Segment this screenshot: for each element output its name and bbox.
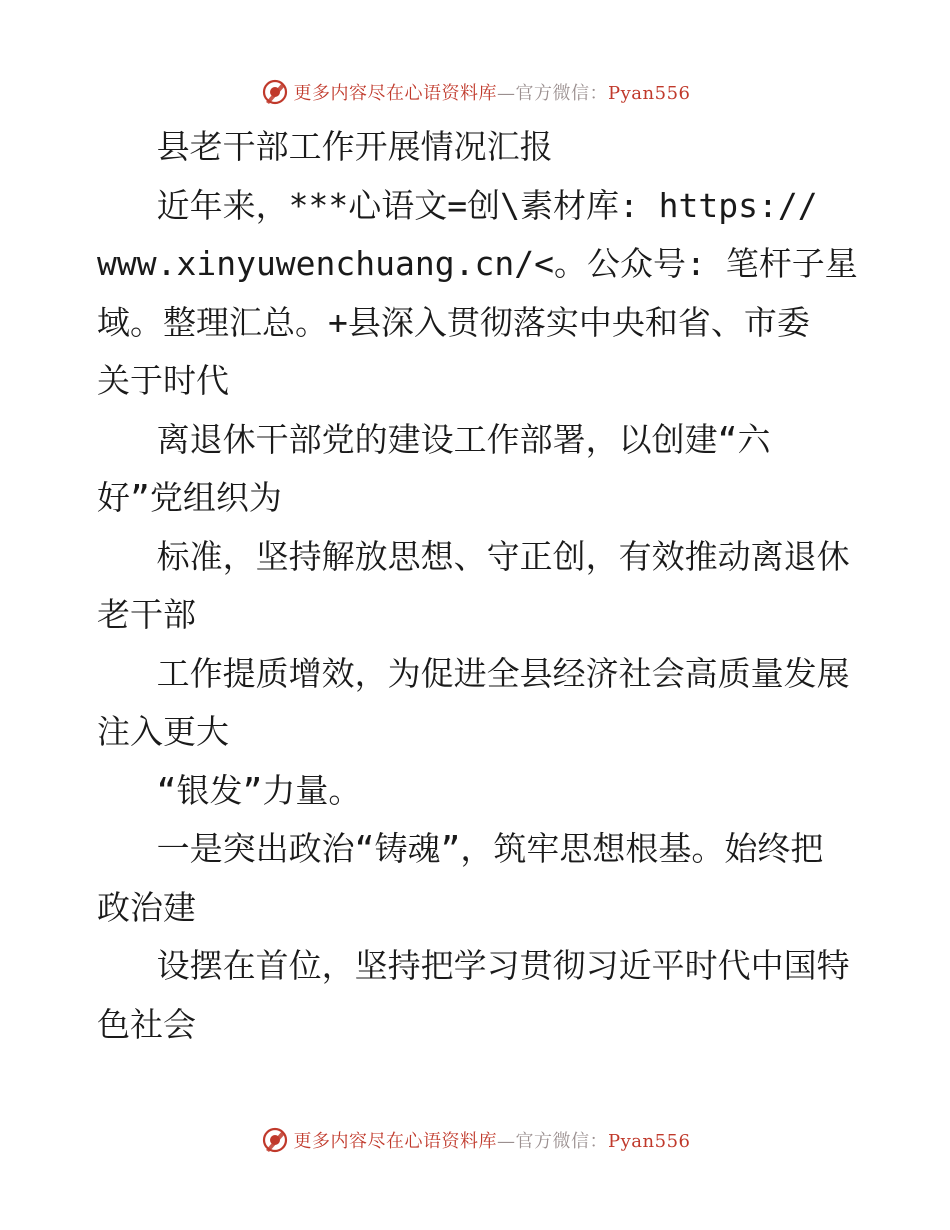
text-line: 域。整理汇总。+县深入贯彻落实中央和省、市委 xyxy=(97,302,810,342)
text-line: 政治建 xyxy=(97,887,196,927)
text-line: 离退休干部党的建设工作部署，以创建“六 xyxy=(97,419,771,459)
banner-dash: — xyxy=(497,83,516,104)
text-line: 设摆在首位，坚持把学习贯彻习近平时代中国特 xyxy=(97,946,850,985)
text-line: 色社会 xyxy=(97,1004,196,1044)
text-line: 关于时代 xyxy=(97,361,229,400)
pen-logo-icon xyxy=(260,77,290,107)
banner-site-text: 更多内容尽在心语资料库 xyxy=(293,83,498,104)
banner-contact-id: Pyan556 xyxy=(608,1131,691,1152)
header-banner xyxy=(0,72,950,112)
text-line: 注入更大 xyxy=(97,712,229,751)
banner-contact-label: 官方微信： xyxy=(515,1131,609,1152)
banner-text xyxy=(294,79,691,105)
document-body xyxy=(97,118,867,1054)
text-line: 好”党组织为 xyxy=(97,478,282,517)
banner-contact-id: Pyan556 xyxy=(608,83,691,104)
text-line: 老干部 xyxy=(97,595,196,634)
text-line: www.xinyuwenchuang.cn/<。公众号: 笔杆子星 xyxy=(97,244,858,283)
text-line: 近年来，***心语文=创\素材库: https:// xyxy=(97,185,818,225)
pen-logo-icon xyxy=(260,1125,290,1155)
banner-text xyxy=(294,1127,691,1153)
text-line: 标准，坚持解放思想、守正创，有效推动离退休 xyxy=(97,536,850,576)
text-line: 一是突出政治“铸魂”，筑牢思想根基。始终把 xyxy=(97,829,824,868)
text-line: 工作提质增效，为促进全县经济社会高质量发展 xyxy=(97,653,850,693)
banner-contact-label: 官方微信： xyxy=(515,83,609,104)
text-line: “银发”力量。 xyxy=(97,770,362,810)
banner-dash: — xyxy=(497,1131,516,1152)
text-line: 县老干部工作开展情况汇报 xyxy=(97,127,553,166)
footer-banner xyxy=(0,1120,950,1160)
banner-site-text: 更多内容尽在心语资料库 xyxy=(293,1131,498,1152)
